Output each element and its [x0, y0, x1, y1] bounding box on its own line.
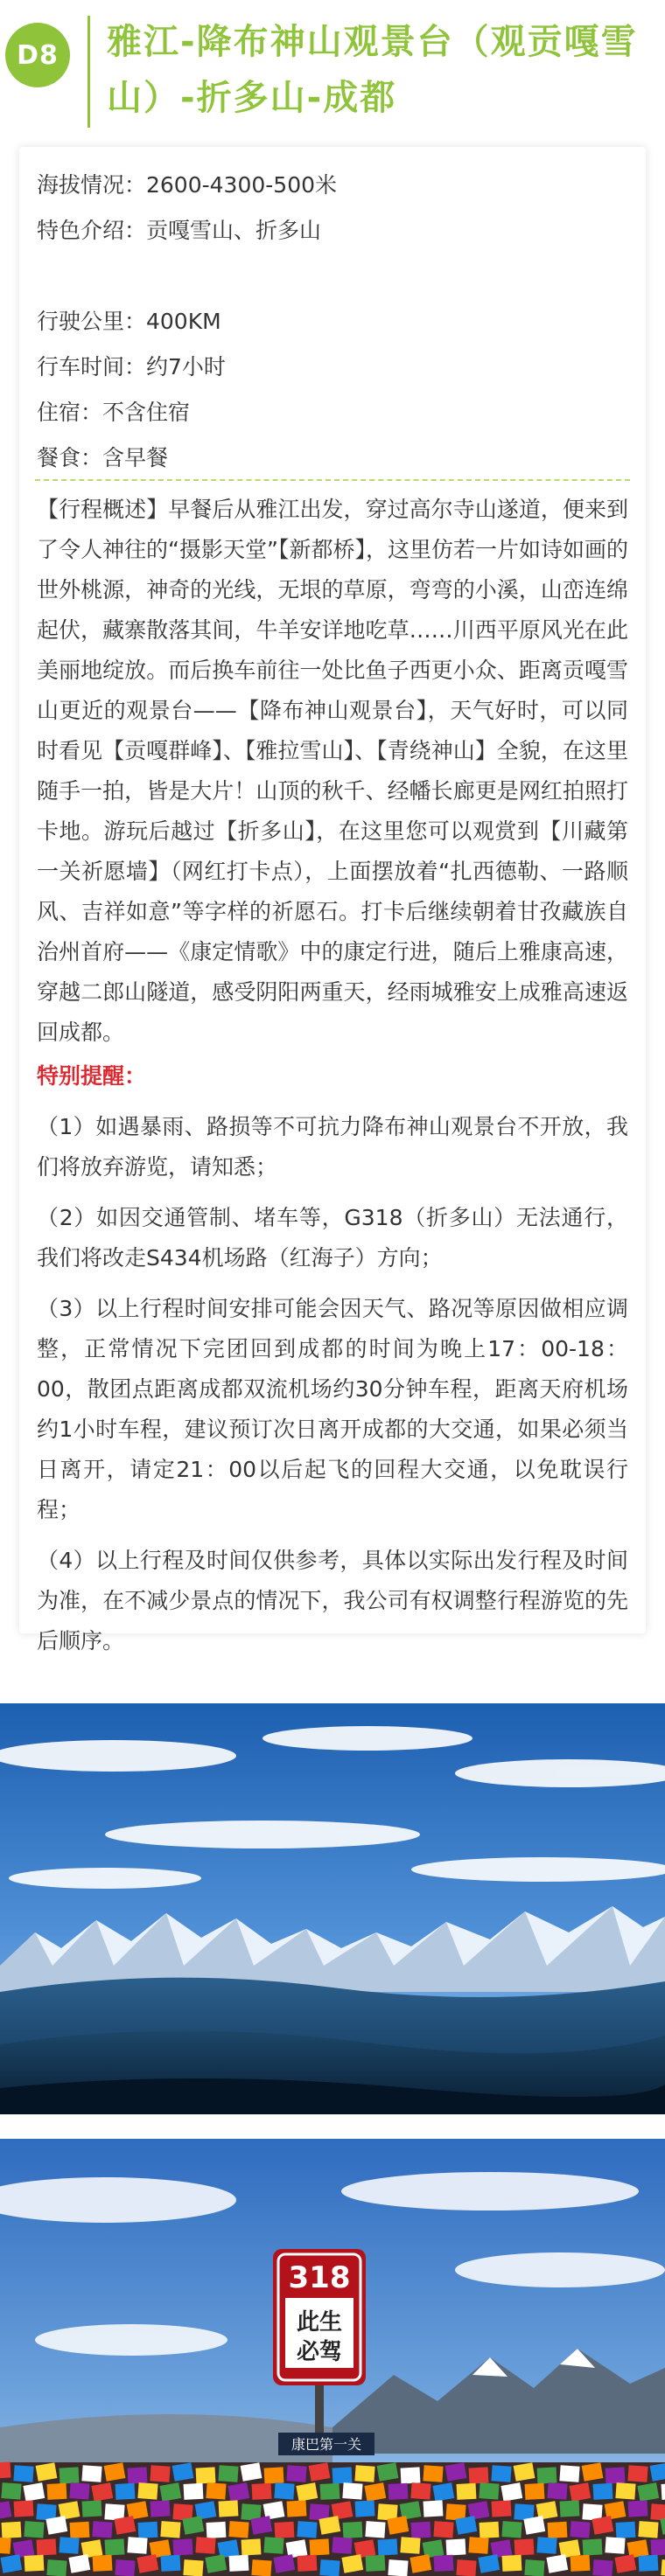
sign-slogan-line2: 必驾: [296, 2339, 343, 2365]
reminder-item-2: （2）如因交通管制、堵车等，G318（折多山）无法通行，我们将改走S434机场路（红海子）方向；: [37, 1205, 628, 1271]
prayer-flag: [229, 2555, 249, 2572]
prayer-flag: [502, 2555, 522, 2572]
info-meals: 餐食：含早餐: [37, 445, 169, 470]
prayer-flag: [410, 2482, 430, 2499]
prayer-flag: [468, 2537, 488, 2553]
prayer-flag: [605, 2537, 625, 2553]
prayer-flag: [616, 2522, 636, 2538]
prayer-flag: [378, 2538, 398, 2555]
prayer-flag: [182, 2516, 204, 2535]
prayer-flag: [150, 2500, 171, 2517]
prayer-flag: [81, 2465, 102, 2482]
prayer-flag: [0, 2461, 10, 2478]
prayer-flag: [523, 2516, 545, 2535]
prayer-flag: [424, 2500, 444, 2517]
info-distance: 行驶公里：400KM: [37, 309, 221, 334]
prayer-flag: [354, 2465, 374, 2482]
prayer-flag: [46, 2559, 66, 2576]
prayer-flag: [104, 2462, 126, 2482]
prayer-flag: [206, 2522, 227, 2538]
prayer-flag: [446, 2538, 466, 2555]
reminder-title: 特别提醒：: [37, 1063, 147, 1089]
prayer-flag: [480, 2522, 500, 2538]
prayer-flag: [24, 2521, 44, 2538]
prayer-flag: [501, 2521, 522, 2538]
header-divider: [88, 16, 90, 128]
prayer-flag: [457, 2483, 477, 2500]
prayer-flag: [150, 2465, 170, 2482]
prayer-flag: [60, 2467, 80, 2483]
overview-paragraph: 【行程概述】早餐后从雅江出发，穿过高尔寺山遂道，便来到了令人神往的“摄影天堂”【新都桥】，这里仿若一片如诗如画的世外桃源，神奇的光线，无垠的草原，弯弯的小溪，山峦连绵起伏，藏寨散落其间，牛羊安详地吃草……川西平原风光在此美丽地绽放。而后换车前往一处比鱼子西更小众、距离贡嘎雪山更近的观景台——【降布神山观景台】，天气好时，可以同时看见【贡嘎群峰】、【雅拉雪山】、【青绕神山】全貌，在这里随手一拍，皆是大片！山顶的秋千、经幡长廊更是网红拍照打卡地。游玩后越过【折多山】，在这里您可以观赏到【川藏第一关祈愿墙】（网红打卡点），上面摆放着“扎西德勒、一路顺风、吉祥如意”等字样的祈愿石。打卡后继续朝着甘孜藏族自治州首府——《康定情歌》中的康定行进，随后上雅康高速，穿越二郎山隧道，感受阴阳两重天，经雨城雅安上成雅高速返回成都。: [37, 497, 628, 1045]
reminder-item-1: （1）如遇暴雨、路损等不可抗力降布神山观景台不开放，我们将放弃游览，请知悉；: [37, 1114, 628, 1180]
prayer-flag: [492, 2500, 512, 2517]
prayer-flag: [400, 2537, 420, 2553]
prayer-flag: [388, 2559, 408, 2576]
prayer-flag: [606, 2467, 626, 2483]
prayer-flag: [70, 2522, 90, 2538]
prayer-flag: [615, 2482, 635, 2499]
prayer-flag: [332, 2467, 353, 2483]
prayer-flag: [252, 2483, 272, 2500]
prayer-flag: [250, 2516, 272, 2535]
prayer-flag: [24, 2555, 45, 2572]
prayer-flag: [273, 2554, 295, 2573]
prayer-flag: [93, 2555, 113, 2572]
prayer-flag: [310, 2538, 330, 2555]
prayer-flag: [128, 2467, 148, 2483]
prayer-flag: [343, 2522, 363, 2538]
prayer-flag: [455, 2516, 477, 2535]
prayer-flag: [251, 2559, 271, 2576]
prayer-flag: [593, 2483, 613, 2500]
reminder-item-4: （4）以上行程及时间仅供参考，具体以实际出发行程及时间为准，在不减少景点的情况下，我公司有权调整行程游览的先后顺序。: [37, 1548, 628, 1654]
prayer-flag: [456, 2559, 476, 2576]
prayer-flag: [13, 2465, 33, 2482]
prayer-flag: [366, 2555, 386, 2572]
prayer-flag: [69, 2482, 89, 2499]
prayer-flag: [423, 2465, 443, 2482]
prayer-flag: [401, 2467, 421, 2483]
prayer-flag: [297, 2521, 317, 2538]
prayer-flag: [547, 2482, 567, 2499]
day-title: 雅江-降布神山观景台（观贡嘎雪山）-折多山-成都: [107, 22, 638, 118]
dashed-divider: [35, 479, 630, 481]
prayer-flag: [82, 2500, 102, 2517]
prayer-flag: [320, 2483, 340, 2500]
prayer-flag: [355, 2500, 375, 2517]
itinerary-body: [37, 490, 628, 1661]
prayer-flag: [23, 2482, 45, 2502]
prayer-flag: [298, 2555, 318, 2572]
zheduo-mountain-photo: [0, 2139, 665, 2576]
info-list: [37, 163, 628, 481]
prayer-flag: [432, 2482, 454, 2502]
prayer-flag: [387, 2516, 409, 2535]
prayer-flag: [341, 2554, 363, 2573]
prayer-flag: [137, 2482, 158, 2499]
prayer-flag: [514, 2538, 535, 2555]
prayer-flag: [342, 2482, 362, 2499]
info-features: 特色介绍：贡嘎雪山、折多山: [37, 218, 322, 243]
prayer-flag: [116, 2483, 136, 2500]
sign-slogan-line1: 此生: [296, 2309, 343, 2336]
prayer-flag: [309, 2462, 331, 2482]
prayer-flag: [0, 2554, 22, 2573]
day-header: [0, 0, 665, 131]
sign-pass-name: 康巴第一关: [290, 2436, 362, 2453]
prayer-flag: [68, 2554, 90, 2573]
prayer-flag: [548, 2522, 568, 2538]
prayer-flag: [206, 2482, 226, 2499]
prayer-flag: [184, 2483, 204, 2500]
prayer-flag: [365, 2521, 385, 2538]
info-drive-time: 行车时间：约7小时: [37, 354, 226, 379]
prayer-flag: [650, 2503, 665, 2520]
prayer-flag: [388, 2483, 409, 2500]
prayer-flag: [433, 2521, 453, 2538]
prayer-flag: [638, 2521, 658, 2538]
prayer-flag: [115, 2559, 135, 2576]
prayer-flag: [183, 2559, 203, 2576]
prayer-flag: [37, 2538, 57, 2555]
prayer-flag: [491, 2465, 511, 2482]
prayer-flag: [161, 2555, 181, 2572]
prayer-flag: [536, 2537, 556, 2553]
prayer-flag: [434, 2555, 454, 2572]
prayer-flag: [570, 2521, 590, 2538]
prayer-flag: [332, 2537, 352, 2553]
prayer-flag: [319, 2559, 340, 2576]
prayer-flag: [195, 2537, 215, 2553]
prayer-flag: [478, 2554, 500, 2573]
prayer-flag: [105, 2538, 125, 2555]
prayer-flag: [500, 2482, 522, 2502]
prayer-flag: [364, 2482, 386, 2502]
prayer-flag: [627, 2465, 648, 2482]
prayer-flag: [172, 2462, 194, 2482]
prayer-flag: [196, 2467, 216, 2483]
prayer-flag: [241, 2462, 262, 2482]
sign-number: 318: [288, 2260, 351, 2295]
prayer-flag: [2, 2522, 22, 2538]
prayer-flag: [160, 2521, 180, 2538]
info-lodging: 住宿：不含住宿: [37, 400, 191, 425]
prayer-flag: [47, 2483, 67, 2500]
prayer-flag: [637, 2482, 659, 2502]
prayer-flag: [0, 2537, 11, 2553]
prayer-flag: [36, 2462, 58, 2482]
prayer-flag: [570, 2555, 591, 2572]
prayer-flag: [559, 2465, 579, 2482]
prayer-flag: [525, 2483, 545, 2500]
prayer-flag: [242, 2538, 262, 2555]
prayer-flag: [46, 2516, 67, 2535]
prayer-flag: [592, 2559, 612, 2576]
prayer-flag: [274, 2482, 294, 2499]
prayer-flag: [287, 2500, 307, 2517]
prayer-flag: [138, 2522, 158, 2538]
prayer-flag: [286, 2465, 306, 2482]
prayer-flag: [410, 2554, 431, 2573]
prayer-flag: [445, 2462, 467, 2482]
prayer-flag: [219, 2500, 239, 2517]
prayer-flag: [59, 2537, 79, 2553]
prayer-flag: [92, 2521, 112, 2538]
prayer-flag: [537, 2467, 557, 2483]
prayer-flag: [1, 2482, 21, 2499]
prayer-flag: [411, 2522, 431, 2538]
prayer-flag: [228, 2521, 248, 2538]
reminder-item-3: （3）以上行程时间安排可能会因天气、路况等原因做相应调整，正常情况下完团回到成都的时间为晚上17：00-18：00，散团点距离成都双流机场约30分钟车程，距离天府机场约1小时车程，建议预订次日离开成都的大交通，如果必须当日离开，请定21：00以后起飞的回程大交通，以免耽误行程；: [37, 1296, 628, 1522]
prayer-flag: [614, 2554, 636, 2573]
prayer-flag: [228, 2482, 249, 2502]
prayer-flag: [264, 2467, 284, 2483]
prayer-flag: [127, 2537, 147, 2553]
prayer-flag: [14, 2500, 34, 2517]
prayer-flag: [560, 2500, 580, 2517]
prayer-flag: [159, 2482, 181, 2502]
info-altitude: 海拔情况：2600-4300-500米: [37, 172, 338, 198]
prayer-flag: [582, 2462, 604, 2482]
prayer-flag: [546, 2554, 568, 2573]
prayer-flag: [514, 2462, 536, 2482]
prayer-flag: [318, 2516, 340, 2535]
prayer-flag: [469, 2467, 489, 2483]
info-spacer: [37, 254, 628, 299]
prayer-flag: [651, 2538, 665, 2555]
prayer-flag: [205, 2554, 227, 2573]
prayer-flag: [628, 2500, 648, 2517]
prayer-flag: [114, 2516, 136, 2535]
prayer-flag: [583, 2538, 603, 2555]
prayer-flag: [569, 2482, 591, 2502]
prayer-flag: [173, 2538, 193, 2555]
prayer-flag: [296, 2482, 318, 2502]
prayer-flag: [524, 2559, 544, 2576]
prayer-flag: [263, 2537, 284, 2553]
day-badge: D8: [5, 23, 70, 87]
prayer-flag: [377, 2462, 399, 2482]
itinerary-card: [19, 147, 646, 1654]
prayer-flag: [91, 2482, 113, 2502]
gongga-snow-mountain-photo: [0, 1703, 665, 2114]
prayer-flag: [136, 2554, 158, 2573]
prayer-flag: [479, 2482, 499, 2499]
prayer-flag: [592, 2516, 613, 2535]
prayer-flag: [275, 2522, 295, 2538]
prayer-flag: [639, 2555, 659, 2572]
prayer-flag: [218, 2465, 238, 2482]
